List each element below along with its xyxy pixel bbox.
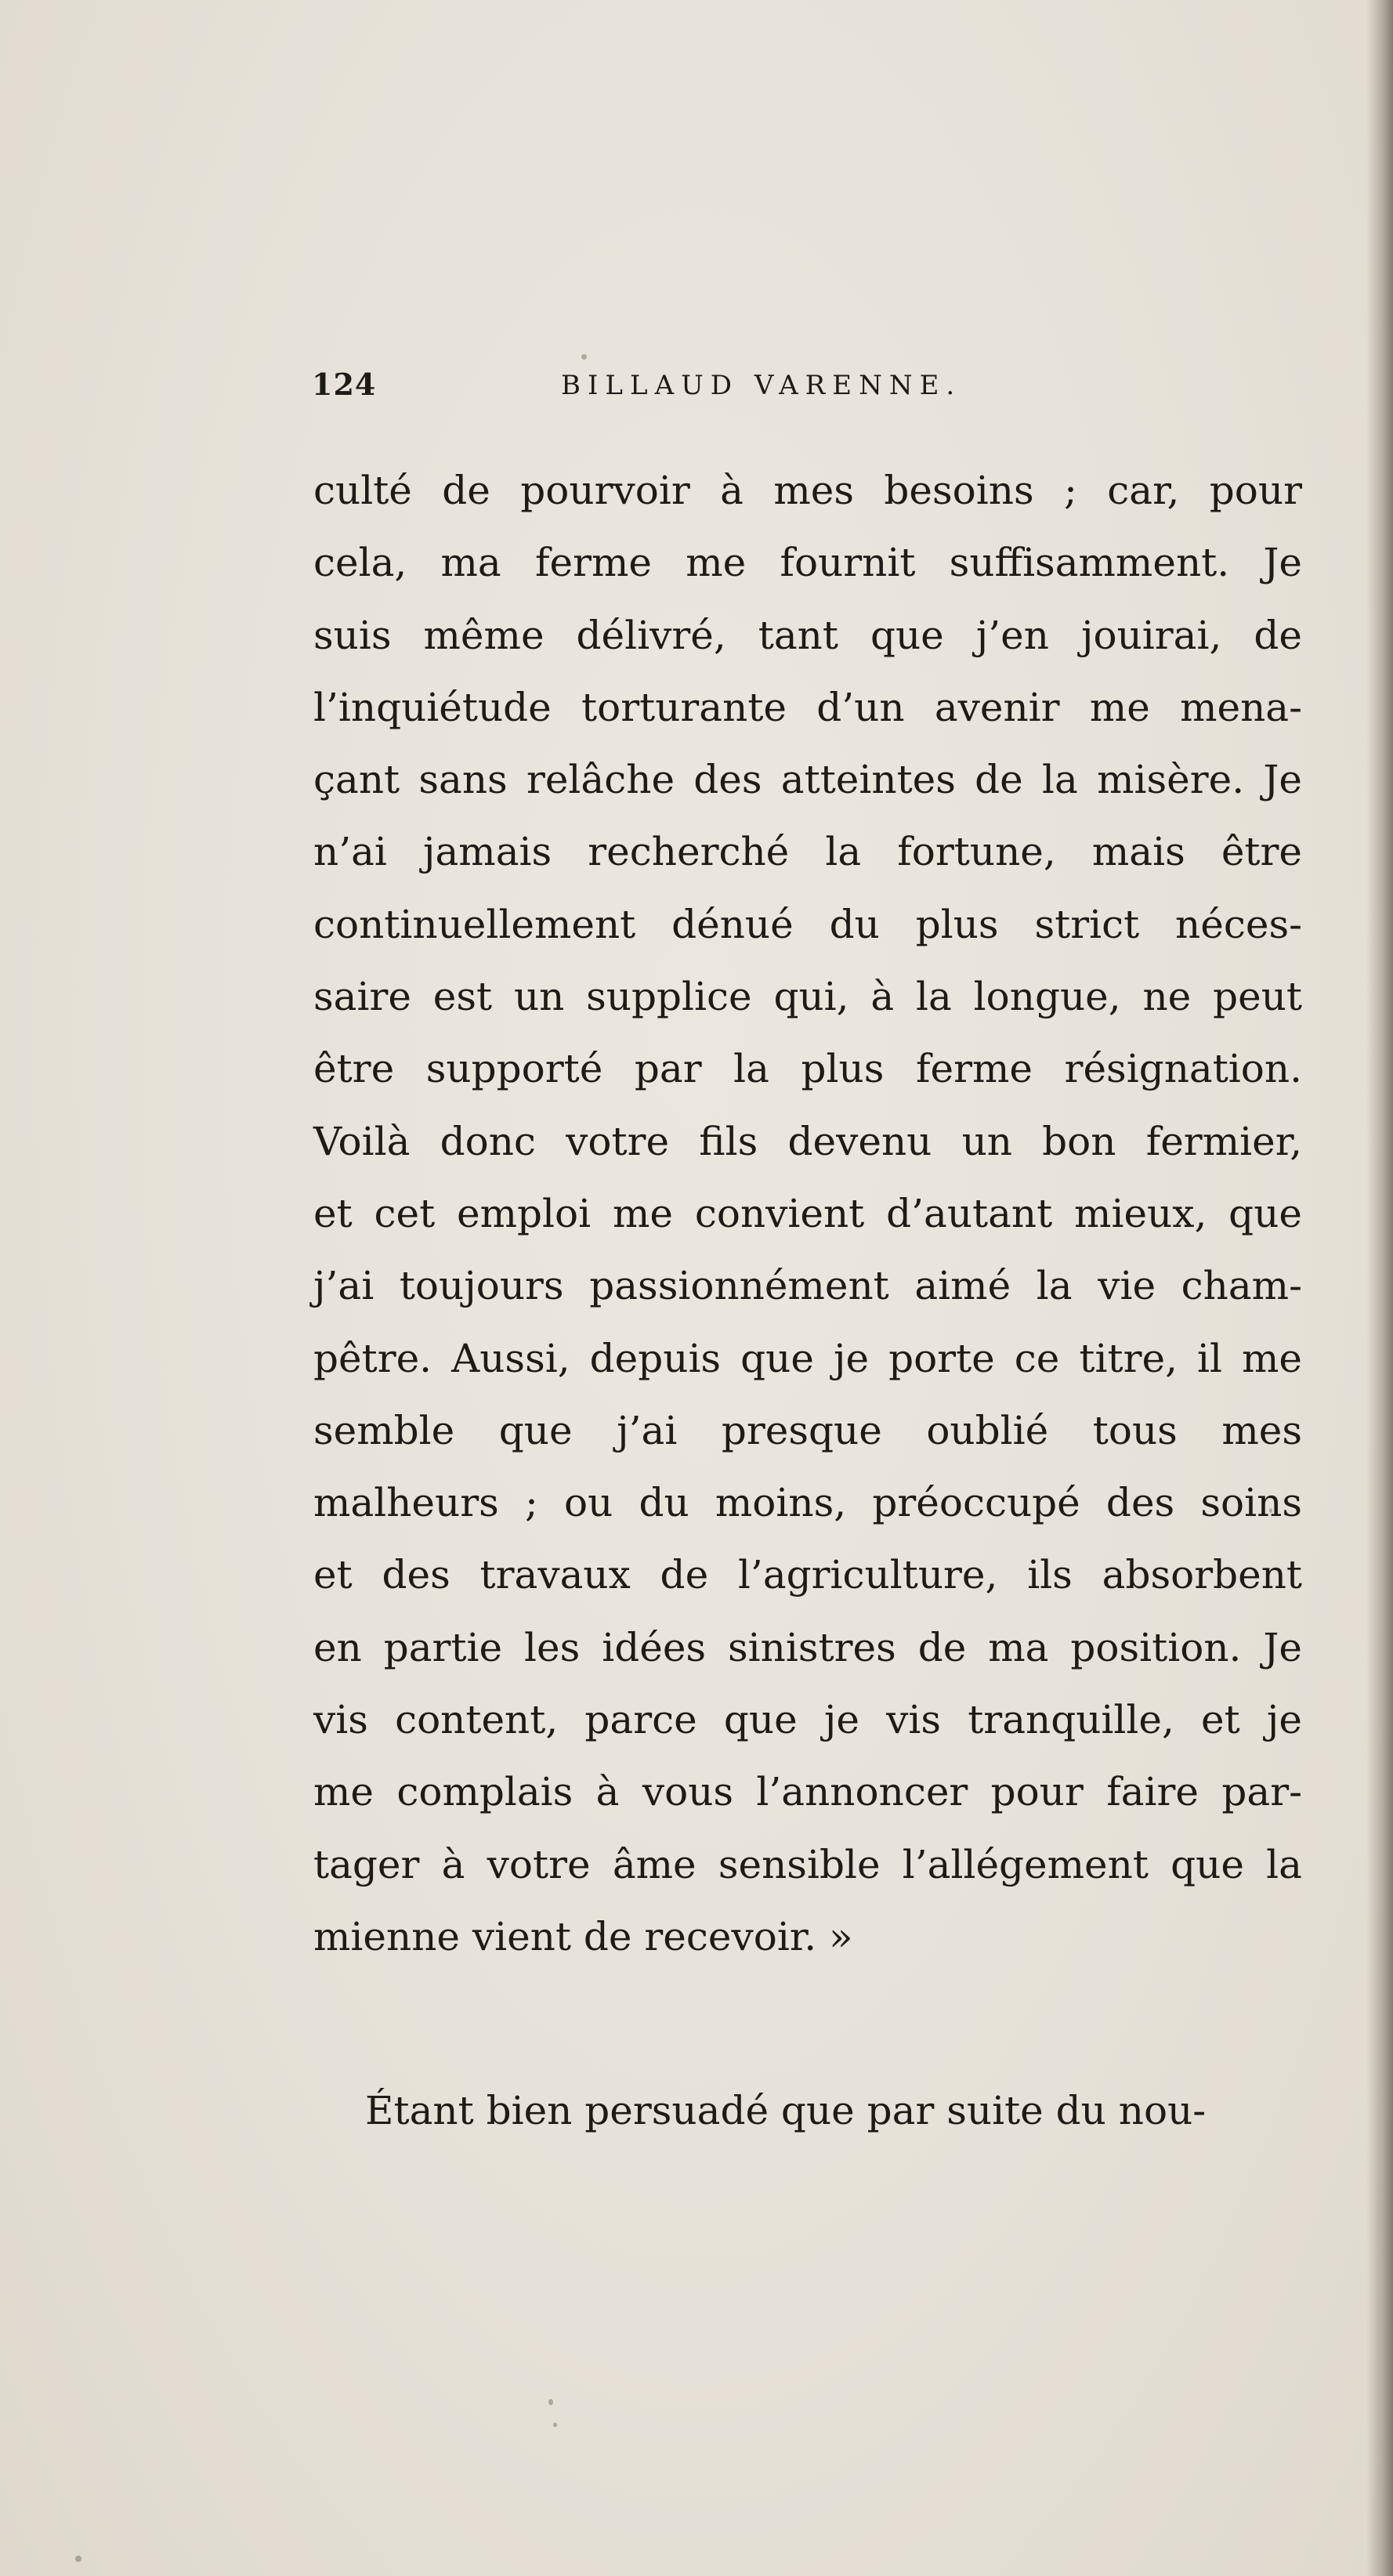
paper-speck [553, 2422, 557, 2427]
text-line: suis même délivré, tant que j’en jouirai, de [313, 612, 1302, 658]
text-line: continuellement dénué du plus strict néces- [313, 901, 1302, 947]
text-line: çant sans relâche des atteintes de la misère. Je [313, 757, 1302, 803]
page-number: 124 [312, 367, 377, 402]
page-header [312, 367, 1299, 421]
paper-speck [548, 2399, 553, 2405]
text-line: n’ai jamais recherché la fortune, mais être [313, 829, 1302, 875]
body-text [313, 454, 1302, 2147]
paper-speck [1269, 1508, 1272, 1513]
paper-speck [581, 354, 587, 360]
text-line: j’ai toujours passionnément aimé la vie cham- [313, 1263, 1302, 1309]
text-line: et cet emploi me convient d’autant mieux, que [313, 1190, 1302, 1236]
paragraph-gap [313, 1973, 1302, 2075]
running-title: BILLAUD VARENNE. [561, 370, 962, 401]
text-line: et des travaux de l’agriculture, ils absorbent [313, 1552, 1302, 1598]
text-line: tager à votre âme sensible l’allégement que la [313, 1841, 1302, 1887]
paper-speck [75, 2556, 81, 2562]
text-line: en partie les idées sinistres de ma position. Je [313, 1624, 1302, 1670]
text-line: semble que j’ai presque oublié tous mes [313, 1407, 1302, 1453]
text-line: pêtre. Aussi, depuis que je porte ce titre, il me [313, 1335, 1302, 1381]
text-line: malheurs ; ou du moins, préoccupé des soins [313, 1480, 1302, 1526]
page-edge-shadow [1366, 0, 1393, 2576]
text-line: me complais à vous l’annoncer pour faire par- [313, 1769, 1302, 1815]
text-line: être supporté par la plus ferme résignation. [313, 1046, 1302, 1092]
text-line: cela, ma ferme me fournit suffisamment. Je [313, 540, 1302, 586]
text-line-paragraph-start: Étant bien persuadé que par suite du nou- [365, 2088, 1207, 2134]
text-line: l’inquiétude torturante d’un avenir me mena- [313, 684, 1302, 730]
text-line-last: mienne vient de recevoir. » [313, 1913, 853, 1959]
text-line: saire est un supplice qui, à la longue, ne peut [313, 974, 1302, 1020]
text-line: vis content, parce que je vis tranquille, et je [313, 1697, 1302, 1743]
text-line: culté de pourvoir à mes besoins ; car, pour [313, 468, 1302, 513]
text-line: Voilà donc votre fils devenu un bon fermier, [313, 1118, 1302, 1164]
